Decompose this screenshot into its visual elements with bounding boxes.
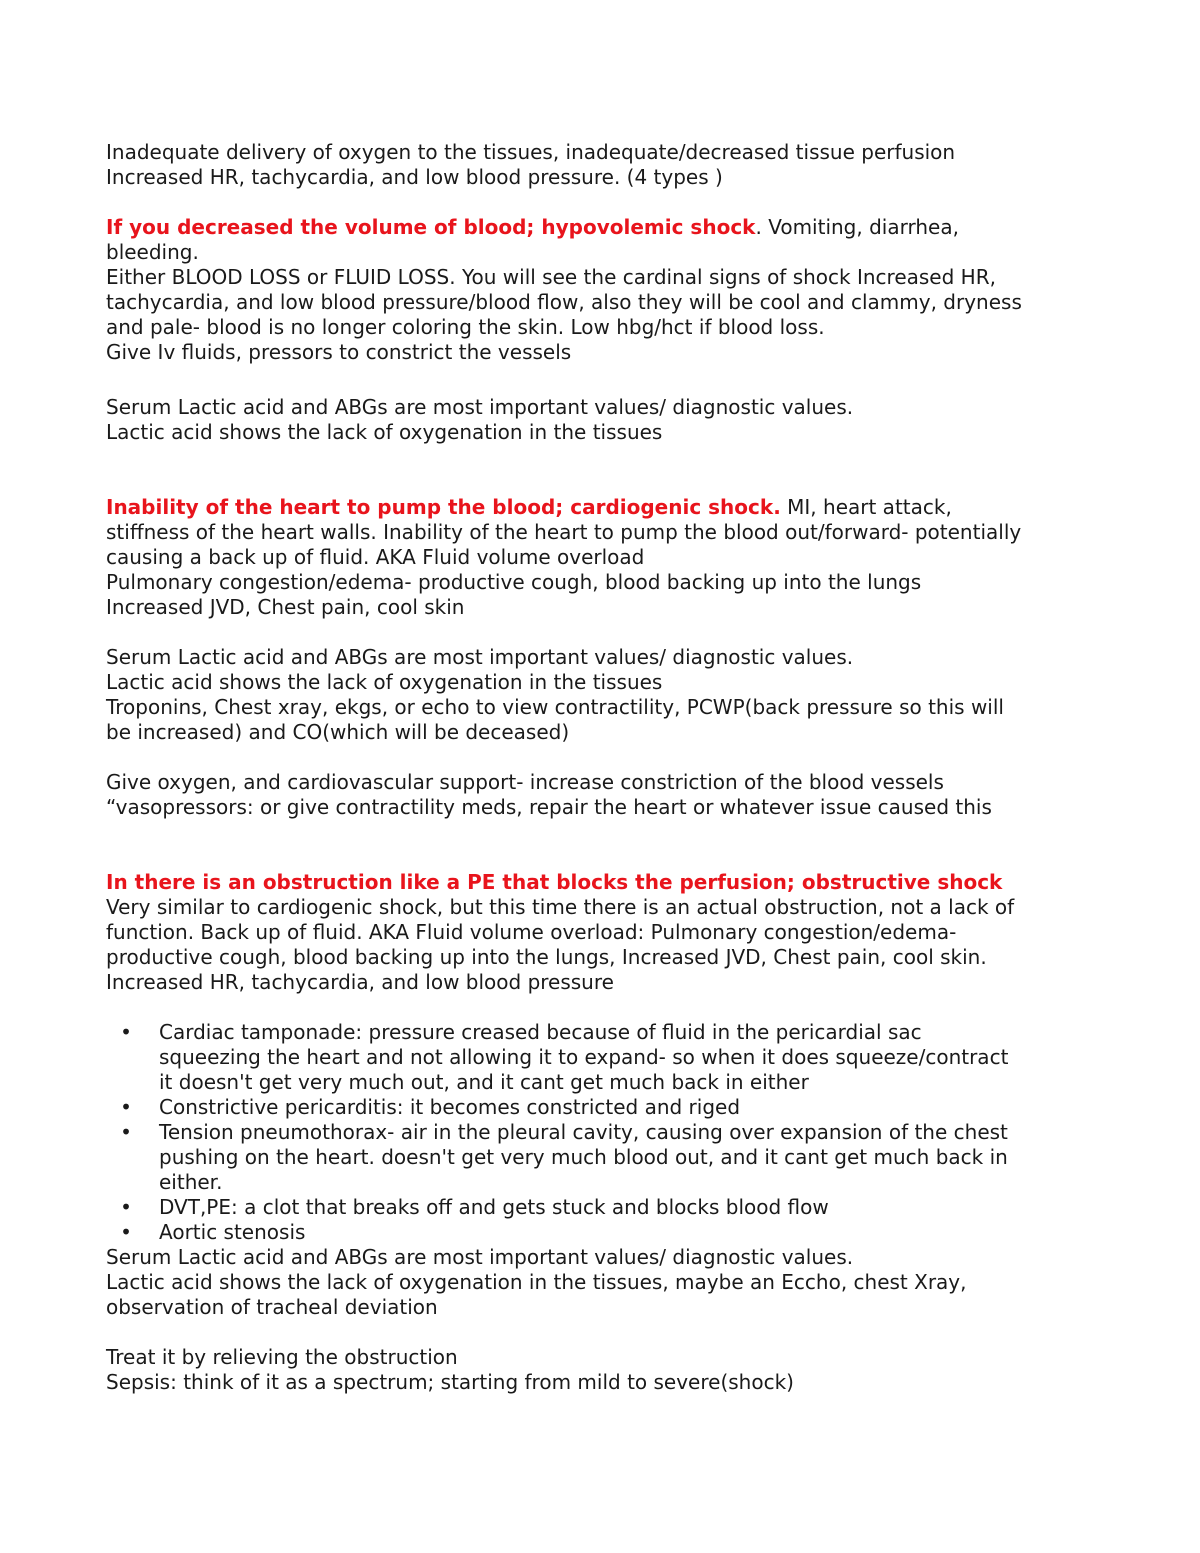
paragraph-line: “vasopressors: or give contractility meds, repair the heart or whatever issue caused this [106,795,992,819]
intro-section [106,140,1101,190]
list-item-line: pushing on the heart. doesn't get very much blood out, and it cant get much back in [159,1145,1008,1169]
list-item-line: either. [159,1170,223,1194]
list-item-line: Cardiac tamponade: pressure creased because of fluid in the pericardial sac [159,1020,922,1044]
bullet-icon: • [120,1195,132,1219]
bullet-icon: • [120,1120,132,1144]
paragraph-line: Lactic acid shows the lack of oxygenation in the tissues, maybe an Eccho, chest Xray, [106,1270,967,1294]
spacer [106,365,1101,395]
list-item-line: it doesn't get very much out, and it cant get much back in either [159,1070,809,1094]
paragraph-line: Serum Lactic acid and ABGs are most important values/ diagnostic values. [106,645,854,669]
list-item-line: squeezing the heart and not allowing it to expand- so when it does squeeze/contract [159,1045,1009,1069]
paragraph-line: be increased) and CO(which will be deceased) [106,720,570,744]
cardiogenic-heading-rest: MI, heart attack, [780,495,952,519]
paragraph-line: Either BLOOD LOSS or FLUID LOSS. You will see the cardinal signs of shock Increased HR, [106,265,996,289]
paragraph-line: Increased JVD, Chest pain, cool skin [106,595,465,619]
list-item-line: DVT,PE: a clot that breaks off and gets stuck and blocks blood flow [159,1195,829,1219]
paragraph-line: bleeding. [106,240,199,264]
list-item [106,1195,1101,1220]
list-item-line: Aortic stenosis [159,1220,306,1244]
hypovolemic-heading-rest: . Vomiting, diarrhea, [755,215,959,239]
spacer [106,845,1101,870]
cardiogenic-section [106,495,1101,820]
spacer [106,1320,1101,1345]
list-item [106,1095,1101,1120]
hypovolemic-section [106,215,1101,445]
paragraph-line: Sepsis: think of it as a spectrum; starting from mild to severe(shock) [106,1370,794,1394]
paragraph-line: Treat it by relieving the obstruction [106,1345,458,1369]
paragraph-line: Very similar to cardiogenic shock, but this time there is an actual obstruction, not a lack of [106,895,1015,919]
paragraph-line: Lactic acid shows the lack of oxygenation in the tissues [106,420,663,444]
list-item [106,1120,1101,1195]
bullet-icon: • [120,1020,132,1044]
document-page [106,140,1101,1395]
spacer [106,470,1101,495]
obstruction-causes-list [106,1020,1101,1245]
intro-line: Increased HR, tachycardia, and low blood pressure. (4 types ) [106,165,723,189]
paragraph-line: Serum Lactic acid and ABGs are most important values/ diagnostic values. [106,1245,854,1269]
hypovolemic-heading-line [106,215,1101,240]
paragraph-line: function. Back up of fluid. AKA Fluid volume overload: Pulmonary congestion/edema- [106,920,957,944]
spacer [106,745,1101,770]
paragraph-line: Pulmonary congestion/edema- productive cough, blood backing up into the lungs [106,570,922,594]
paragraph-line: Give Iv fluids, pressors to constrict the vessels [106,340,572,364]
bullet-icon: • [120,1220,132,1244]
spacer [106,620,1101,645]
paragraph-line: observation of tracheal deviation [106,1295,438,1319]
list-item-line: Tension pneumothorax- air in the pleural cavity, causing over expansion of the chest [159,1120,1008,1144]
list-item [106,1020,1101,1095]
hypovolemic-heading: If you decreased the volume of blood; hypovolemic shock [106,215,756,239]
spacer [106,190,1101,215]
cardiogenic-heading-line [106,495,1101,520]
list-item [106,1220,1101,1245]
spacer [106,820,1101,845]
paragraph-line: stiffness of the heart walls. Inability of the heart to pump the blood out/forward- potentially [106,520,1022,544]
obstructive-heading: In there is an obstruction like a PE that blocks the perfusion; obstructive shock [106,870,1003,894]
bullet-icon: • [120,1095,132,1119]
spacer [106,445,1101,470]
paragraph-line: Increased HR, tachycardia, and low blood pressure [106,970,614,994]
intro-line: Inadequate delivery of oxygen to the tissues, inadequate/decreased tissue perfusion [106,140,956,164]
paragraph-line: causing a back up of fluid. AKA Fluid volume overload [106,545,645,569]
paragraph-line: productive cough, blood backing up into the lungs, Increased JVD, Chest pain, cool skin. [106,945,987,969]
list-item-line: Constrictive pericarditis: it becomes constricted and riged [159,1095,741,1119]
paragraph-line: Serum Lactic acid and ABGs are most important values/ diagnostic values. [106,395,854,419]
spacer [106,995,1101,1020]
paragraph-line: Troponins, Chest xray, ekgs, or echo to view contractility, PCWP(back pressure so this will [106,695,1004,719]
paragraph-line: tachycardia, and low blood pressure/blood flow, also they will be cool and clammy, dryness [106,290,1022,314]
obstructive-section [106,870,1101,1395]
cardiogenic-heading: Inability of the heart to pump the blood; cardiogenic shock. [106,495,781,519]
paragraph-line: Give oxygen, and cardiovascular support- increase constriction of the blood vessels [106,770,944,794]
paragraph-line: and pale- blood is no longer coloring the skin. Low hbg/hct if blood loss. [106,315,825,339]
paragraph-line: Lactic acid shows the lack of oxygenation in the tissues [106,670,663,694]
